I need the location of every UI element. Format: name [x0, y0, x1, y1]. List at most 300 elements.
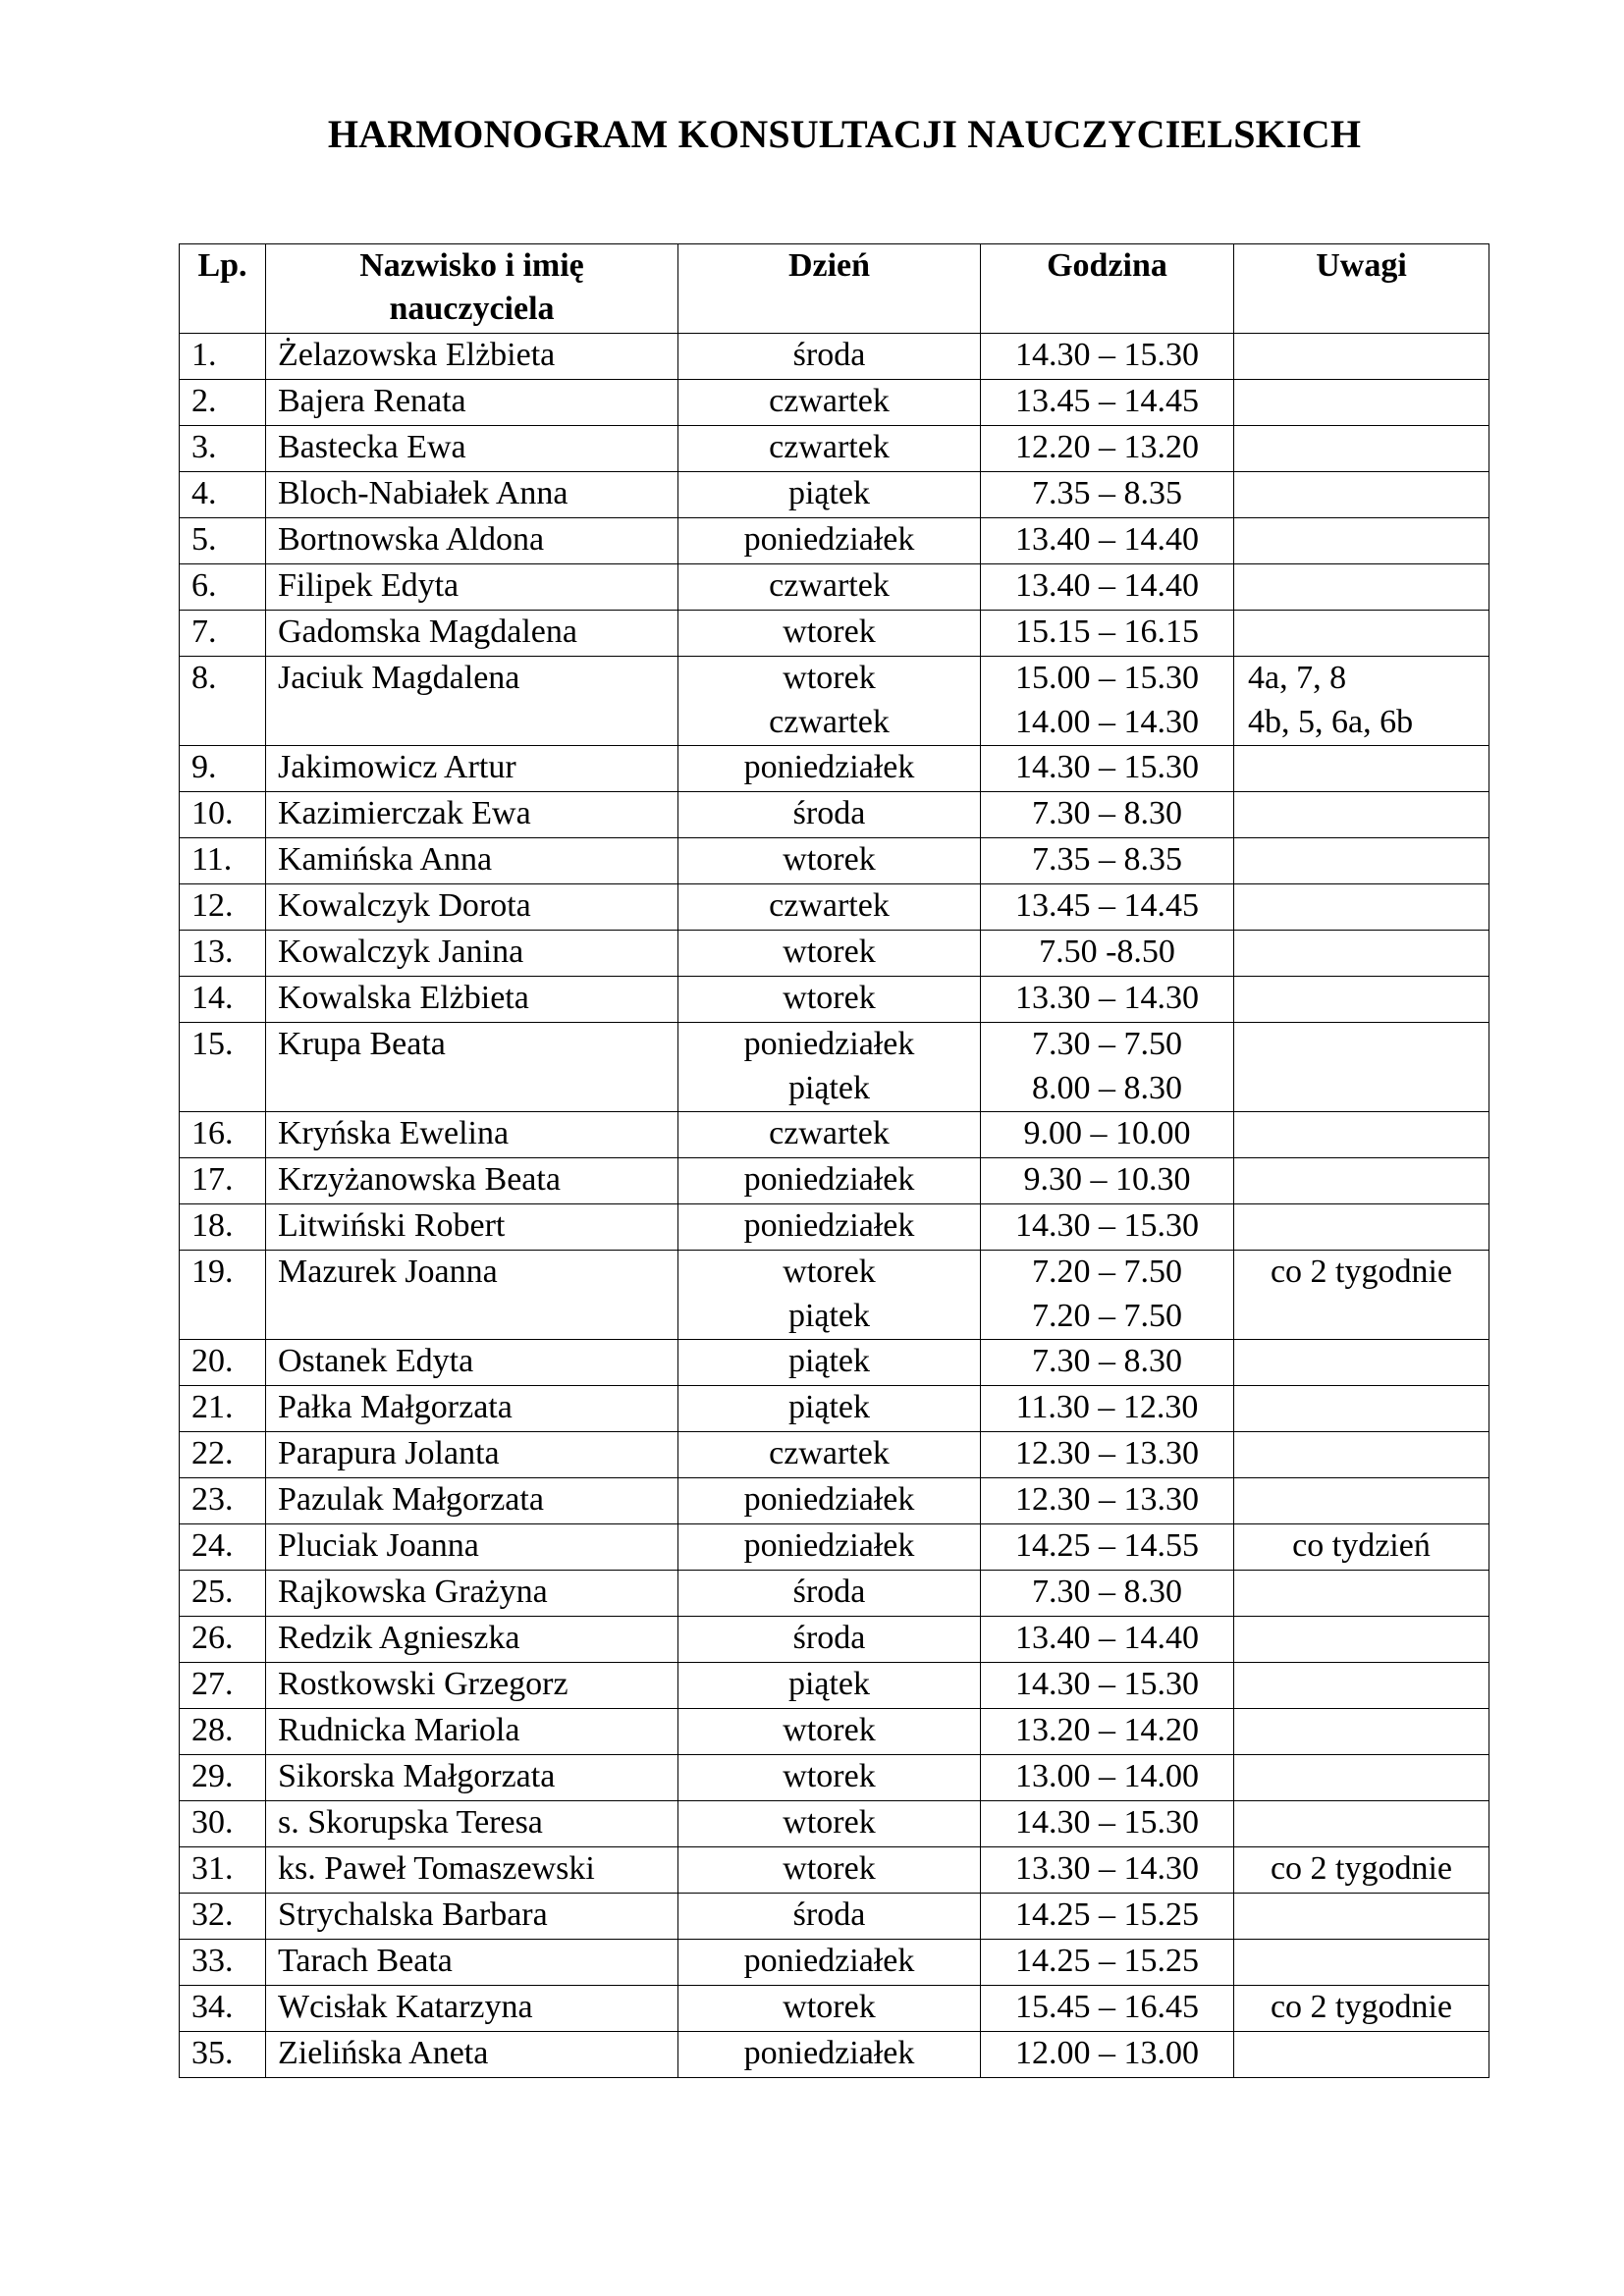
consultation-notes — [1234, 1940, 1489, 1986]
document-title: HARMONOGRAM KONSULTACJI NAUCZYCIELSKICH — [327, 112, 1362, 156]
consultation-hour — [981, 657, 1234, 746]
consultation-notes — [1234, 1755, 1489, 1801]
consultation-notes — [1234, 1801, 1489, 1847]
teacher-name: Żelazowska Elżbieta — [266, 334, 678, 380]
hour-entry: 13.40 – 14.40 — [1015, 567, 1199, 604]
hour-entry: 7.30 – 8.30 — [1032, 1574, 1182, 1610]
hour-entry: 14.25 – 15.25 — [1015, 1943, 1199, 1979]
teacher-name: Kowalczyk Janina — [266, 931, 678, 977]
day-entry: środa — [792, 337, 866, 373]
day-entry: wtorek — [783, 934, 876, 970]
consultation-notes — [1234, 1251, 1489, 1340]
day-entry: poniedziałek — [743, 1943, 915, 1979]
consultation-hour — [981, 1663, 1234, 1709]
hour-entry: 14.30 – 15.30 — [1015, 1666, 1199, 1702]
consultation-notes — [1234, 472, 1489, 518]
day-entry: czwartek — [769, 429, 890, 465]
consultation-hour — [981, 426, 1234, 472]
day-entry: piątek — [787, 475, 871, 511]
row-number: 30. — [180, 1801, 266, 1847]
consultation-day — [678, 931, 981, 977]
day-entry: poniedziałek — [743, 1481, 915, 1518]
consultation-hour — [981, 380, 1234, 426]
consultation-day — [678, 1386, 981, 1432]
teacher-name: Redzik Agnieszka — [266, 1617, 678, 1663]
consultation-notes — [1234, 931, 1489, 977]
day-entry: czwartek — [769, 704, 890, 740]
row-number: 14. — [180, 977, 266, 1023]
day-entry: wtorek — [783, 1712, 876, 1748]
hour-entry: 7.35 – 8.35 — [1032, 841, 1182, 878]
table-row — [180, 426, 1489, 472]
table-row — [180, 1340, 1489, 1386]
consultation-notes — [1234, 1432, 1489, 1478]
header-notes: Uwagi — [1234, 244, 1489, 334]
hour-entry: 14.00 – 14.30 — [1015, 704, 1199, 740]
consultation-hour — [981, 1478, 1234, 1524]
day-entry: środa — [792, 795, 866, 831]
consultation-hour — [981, 1940, 1234, 1986]
table-row — [180, 1940, 1489, 1986]
day-entry: poniedziałek — [743, 1207, 915, 1244]
consultation-hour — [981, 746, 1234, 792]
consultation-day — [678, 1432, 981, 1478]
consultation-notes — [1234, 1386, 1489, 1432]
consultation-day — [678, 1847, 981, 1894]
row-number: 26. — [180, 1617, 266, 1663]
consultation-day — [678, 1571, 981, 1617]
teacher-name: Litwiński Robert — [266, 1204, 678, 1251]
teacher-name: Parapura Jolanta — [266, 1432, 678, 1478]
consultation-day — [678, 426, 981, 472]
consultation-notes — [1234, 1617, 1489, 1663]
teacher-name: Bortnowska Aldona — [266, 518, 678, 564]
consultation-hour — [981, 1571, 1234, 1617]
row-number: 6. — [180, 564, 266, 611]
teacher-name: Filipek Edyta — [266, 564, 678, 611]
table-row — [180, 838, 1489, 884]
consultation-notes — [1234, 838, 1489, 884]
consultation-notes — [1234, 1524, 1489, 1571]
consultation-hour — [981, 1340, 1234, 1386]
table-body — [180, 334, 1489, 2078]
hour-entry: 13.00 – 14.00 — [1015, 1758, 1199, 1794]
consultation-notes — [1234, 1894, 1489, 1940]
row-number: 22. — [180, 1432, 266, 1478]
hour-entry: 11.30 – 12.30 — [1015, 1389, 1199, 1425]
hour-entry: 15.00 – 15.30 — [1015, 660, 1199, 696]
hour-entry: 7.30 – 7.50 — [1032, 1026, 1182, 1062]
day-entry: piątek — [787, 1666, 871, 1702]
table-row — [180, 1251, 1489, 1340]
consultation-notes — [1234, 1478, 1489, 1524]
day-entry: piątek — [787, 1070, 871, 1106]
row-number: 10. — [180, 792, 266, 838]
consultation-day — [678, 1755, 981, 1801]
hour-entry: 12.30 – 13.30 — [1015, 1435, 1199, 1471]
row-number: 1. — [180, 334, 266, 380]
table-row — [180, 2032, 1489, 2078]
table-row — [180, 884, 1489, 931]
consultation-day — [678, 518, 981, 564]
teacher-name: s. Skorupska Teresa — [266, 1801, 678, 1847]
day-entry: wtorek — [783, 614, 876, 650]
table-row — [180, 1478, 1489, 1524]
consultation-hour — [981, 334, 1234, 380]
consultation-hour — [981, 1386, 1234, 1432]
hour-entry: 7.20 – 7.50 — [1032, 1298, 1182, 1334]
table-row — [180, 518, 1489, 564]
consultation-day — [678, 1112, 981, 1158]
consultation-day — [678, 1986, 981, 2032]
consultation-day — [678, 2032, 981, 2078]
consultation-day — [678, 334, 981, 380]
table-row — [180, 1023, 1489, 1112]
hour-entry: 14.25 – 15.25 — [1015, 1896, 1199, 1933]
consultation-notes — [1234, 1709, 1489, 1755]
row-number: 11. — [180, 838, 266, 884]
consultation-hour — [981, 518, 1234, 564]
consultation-notes — [1234, 426, 1489, 472]
teacher-name: Bastecka Ewa — [266, 426, 678, 472]
teacher-name: Pałka Małgorzata — [266, 1386, 678, 1432]
table-row — [180, 1986, 1489, 2032]
row-number: 19. — [180, 1251, 266, 1340]
consultation-hour — [981, 838, 1234, 884]
table-row — [180, 1663, 1489, 1709]
consultation-notes — [1234, 1847, 1489, 1894]
header-day: Dzień — [678, 244, 981, 334]
teacher-name: Kowalska Elżbieta — [266, 977, 678, 1023]
hour-entry: 12.30 – 13.30 — [1015, 1481, 1199, 1518]
teacher-name: Rostkowski Grzegorz — [266, 1663, 678, 1709]
consultation-day — [678, 1023, 981, 1112]
table-row — [180, 1571, 1489, 1617]
teacher-name: Kryńska Ewelina — [266, 1112, 678, 1158]
hour-entry: 14.30 – 15.30 — [1015, 1804, 1199, 1841]
consultation-hour — [981, 1847, 1234, 1894]
consultation-schedule-table — [179, 243, 1489, 2078]
consultation-day — [678, 611, 981, 657]
consultation-hour — [981, 1158, 1234, 1204]
teacher-name: Jaciuk Magdalena — [266, 657, 678, 746]
teacher-name: Bajera Renata — [266, 380, 678, 426]
table-row — [180, 1755, 1489, 1801]
consultation-day — [678, 1709, 981, 1755]
table-row — [180, 1894, 1489, 1940]
row-number: 16. — [180, 1112, 266, 1158]
hour-entry: 14.30 – 15.30 — [1015, 1207, 1199, 1244]
row-number: 23. — [180, 1478, 266, 1524]
note-entry: co 2 tygodnie — [1270, 1989, 1453, 2025]
consultation-notes — [1234, 1571, 1489, 1617]
day-entry: piątek — [787, 1298, 871, 1334]
hour-entry: 7.35 – 8.35 — [1032, 475, 1182, 511]
table-row — [180, 380, 1489, 426]
consultation-hour — [981, 1709, 1234, 1755]
hour-entry: 15.45 – 16.45 — [1015, 1989, 1199, 2025]
row-number: 31. — [180, 1847, 266, 1894]
day-entry: środa — [792, 1574, 866, 1610]
consultation-day — [678, 884, 981, 931]
hour-entry: 7.20 – 7.50 — [1032, 1254, 1182, 1290]
consultation-hour — [981, 1432, 1234, 1478]
consultation-hour — [981, 1801, 1234, 1847]
consultation-hour — [981, 1986, 1234, 2032]
table-row — [180, 1801, 1489, 1847]
row-number: 9. — [180, 746, 266, 792]
consultation-notes — [1234, 1158, 1489, 1204]
row-number: 17. — [180, 1158, 266, 1204]
teacher-name: Rudnicka Mariola — [266, 1709, 678, 1755]
day-entry: środa — [792, 1620, 866, 1656]
consultation-day — [678, 1663, 981, 1709]
day-entry: poniedziałek — [743, 2035, 915, 2071]
teacher-name: Zielińska Aneta — [266, 2032, 678, 2078]
hour-entry: 8.00 – 8.30 — [1032, 1070, 1182, 1106]
row-number: 13. — [180, 931, 266, 977]
teacher-name: Mazurek Joanna — [266, 1251, 678, 1340]
day-entry: poniedziałek — [743, 1527, 915, 1564]
teacher-name: Krzyżanowska Beata — [266, 1158, 678, 1204]
table-row — [180, 1524, 1489, 1571]
consultation-notes — [1234, 746, 1489, 792]
teacher-name: Jakimowicz Artur — [266, 746, 678, 792]
consultation-day — [678, 1801, 981, 1847]
hour-entry: 9.30 – 10.30 — [1023, 1161, 1191, 1198]
hour-entry: 12.00 – 13.00 — [1015, 2035, 1199, 2071]
hour-entry: 13.45 – 14.45 — [1015, 383, 1199, 419]
consultation-day — [678, 1158, 981, 1204]
consultation-notes — [1234, 1112, 1489, 1158]
table-row — [180, 611, 1489, 657]
teacher-name: ks. Paweł Tomaszewski — [266, 1847, 678, 1894]
header-hour: Godzina — [981, 244, 1234, 334]
hour-entry: 7.50 -8.50 — [1039, 934, 1175, 970]
teacher-name: Sikorska Małgorzata — [266, 1755, 678, 1801]
consultation-day — [678, 380, 981, 426]
row-number: 25. — [180, 1571, 266, 1617]
consultation-notes — [1234, 1204, 1489, 1251]
consultation-notes — [1234, 380, 1489, 426]
table-row — [180, 977, 1489, 1023]
consultation-notes — [1234, 518, 1489, 564]
teacher-name: Rajkowska Grażyna — [266, 1571, 678, 1617]
teacher-name: Kowalczyk Dorota — [266, 884, 678, 931]
day-entry: piątek — [787, 1343, 871, 1379]
consultation-notes — [1234, 1023, 1489, 1112]
teacher-name: Kazimierczak Ewa — [266, 792, 678, 838]
day-entry: wtorek — [783, 841, 876, 878]
consultation-hour — [981, 1204, 1234, 1251]
day-entry: czwartek — [769, 567, 890, 604]
hour-entry: 14.25 – 14.55 — [1015, 1527, 1199, 1564]
day-entry: poniedziałek — [743, 1161, 915, 1198]
day-entry: poniedziałek — [743, 1026, 915, 1062]
row-number: 21. — [180, 1386, 266, 1432]
hour-entry: 7.30 – 8.30 — [1032, 1343, 1182, 1379]
teacher-name: Wcisłak Katarzyna — [266, 1986, 678, 2032]
row-number: 32. — [180, 1894, 266, 1940]
consultation-notes — [1234, 657, 1489, 746]
consultation-hour — [981, 1023, 1234, 1112]
table-row — [180, 1432, 1489, 1478]
table-row — [180, 931, 1489, 977]
table-row — [180, 792, 1489, 838]
day-entry: poniedziałek — [743, 749, 915, 785]
row-number: 7. — [180, 611, 266, 657]
hour-entry: 7.30 – 8.30 — [1032, 795, 1182, 831]
day-entry: czwartek — [769, 887, 890, 924]
note-entry: co tydzień — [1292, 1527, 1431, 1564]
row-number: 8. — [180, 657, 266, 746]
day-entry: środa — [792, 1896, 866, 1933]
consultation-hour — [981, 1524, 1234, 1571]
row-number: 15. — [180, 1023, 266, 1112]
teacher-name: Ostanek Edyta — [266, 1340, 678, 1386]
table-row — [180, 1386, 1489, 1432]
day-entry: wtorek — [783, 980, 876, 1016]
teacher-name: Bloch-Nabiałek Anna — [266, 472, 678, 518]
consultation-notes — [1234, 2032, 1489, 2078]
day-entry: wtorek — [783, 1254, 876, 1290]
consultation-day — [678, 1204, 981, 1251]
consultation-day — [678, 792, 981, 838]
consultation-notes — [1234, 884, 1489, 931]
consultation-notes — [1234, 1340, 1489, 1386]
consultation-hour — [981, 1617, 1234, 1663]
consultation-notes — [1234, 1663, 1489, 1709]
row-number: 34. — [180, 1986, 266, 2032]
table-row — [180, 1709, 1489, 1755]
row-number: 27. — [180, 1663, 266, 1709]
row-number: 33. — [180, 1940, 266, 1986]
consultation-hour — [981, 1112, 1234, 1158]
table-row — [180, 472, 1489, 518]
hour-entry: 13.45 – 14.45 — [1015, 887, 1199, 924]
consultation-day — [678, 1251, 981, 1340]
consultation-day — [678, 1617, 981, 1663]
consultation-hour — [981, 2032, 1234, 2078]
row-number: 12. — [180, 884, 266, 931]
consultation-hour — [981, 884, 1234, 931]
hour-entry: 14.30 – 15.30 — [1015, 749, 1199, 785]
consultation-hour — [981, 611, 1234, 657]
table-row — [180, 746, 1489, 792]
day-entry: czwartek — [769, 1115, 890, 1151]
consultation-day — [678, 1478, 981, 1524]
teacher-name: Gadomska Magdalena — [266, 611, 678, 657]
consultation-hour — [981, 564, 1234, 611]
hour-entry: 9.00 – 10.00 — [1023, 1115, 1191, 1151]
consultation-day — [678, 564, 981, 611]
row-number: 4. — [180, 472, 266, 518]
consultation-hour — [981, 1894, 1234, 1940]
day-entry: wtorek — [783, 1850, 876, 1887]
day-entry: czwartek — [769, 1435, 890, 1471]
consultation-hour — [981, 472, 1234, 518]
consultation-day — [678, 472, 981, 518]
day-entry: wtorek — [783, 660, 876, 696]
teacher-name: Krupa Beata — [266, 1023, 678, 1112]
note-entry: 4b, 5, 6a, 6b — [1248, 704, 1414, 740]
table-row — [180, 564, 1489, 611]
day-entry: wtorek — [783, 1804, 876, 1841]
teacher-name: Tarach Beata — [266, 1940, 678, 1986]
day-entry: wtorek — [783, 1989, 876, 2025]
consultation-day — [678, 977, 981, 1023]
consultation-day — [678, 838, 981, 884]
row-number: 20. — [180, 1340, 266, 1386]
row-number: 35. — [180, 2032, 266, 2078]
consultation-notes — [1234, 611, 1489, 657]
note-entry: 4a, 7, 8 — [1248, 660, 1347, 696]
hour-entry: 13.30 – 14.30 — [1015, 1850, 1199, 1887]
day-entry: poniedziałek — [743, 521, 915, 558]
row-number: 18. — [180, 1204, 266, 1251]
consultation-notes — [1234, 977, 1489, 1023]
header-name-line2: nauczyciela — [389, 291, 555, 327]
teacher-name: Pluciak Joanna — [266, 1524, 678, 1571]
hour-entry: 13.40 – 14.40 — [1015, 1620, 1199, 1656]
consultation-notes — [1234, 792, 1489, 838]
row-number: 24. — [180, 1524, 266, 1571]
consultation-hour — [981, 931, 1234, 977]
consultation-hour — [981, 1251, 1234, 1340]
header-name — [266, 244, 678, 334]
table-row — [180, 1617, 1489, 1663]
note-entry: co 2 tygodnie — [1270, 1254, 1453, 1290]
consultation-hour — [981, 1755, 1234, 1801]
hour-entry: 13.40 – 14.40 — [1015, 521, 1199, 558]
row-number: 5. — [180, 518, 266, 564]
header-name-line1: Nazwisko i imię — [359, 247, 584, 284]
table-row — [180, 334, 1489, 380]
day-entry: czwartek — [769, 383, 890, 419]
teacher-name: Pazulak Małgorzata — [266, 1478, 678, 1524]
consultation-notes — [1234, 334, 1489, 380]
note-entry: co 2 tygodnie — [1270, 1850, 1453, 1887]
hour-entry: 12.20 – 13.20 — [1015, 429, 1199, 465]
consultation-day — [678, 657, 981, 746]
table-row — [180, 1112, 1489, 1158]
row-number: 3. — [180, 426, 266, 472]
table-row — [180, 657, 1489, 746]
row-number: 28. — [180, 1709, 266, 1755]
row-number: 29. — [180, 1755, 266, 1801]
consultation-day — [678, 1340, 981, 1386]
teacher-name: Kamińska Anna — [266, 838, 678, 884]
hour-entry: 13.30 – 14.30 — [1015, 980, 1199, 1016]
header-lp: Lp. — [180, 244, 266, 334]
consultation-notes — [1234, 1986, 1489, 2032]
table-header-row — [180, 244, 1489, 334]
hour-entry: 13.20 – 14.20 — [1015, 1712, 1199, 1748]
consultation-hour — [981, 977, 1234, 1023]
consultation-day — [678, 1894, 981, 1940]
consultation-day — [678, 746, 981, 792]
consultation-notes — [1234, 564, 1489, 611]
hour-entry: 15.15 – 16.15 — [1015, 614, 1199, 650]
day-entry: piątek — [787, 1389, 871, 1425]
hour-entry: 14.30 – 15.30 — [1015, 337, 1199, 373]
table-row — [180, 1204, 1489, 1251]
table-row — [180, 1847, 1489, 1894]
table-row — [180, 1158, 1489, 1204]
row-number: 2. — [180, 380, 266, 426]
consultation-day — [678, 1524, 981, 1571]
day-entry: wtorek — [783, 1758, 876, 1794]
